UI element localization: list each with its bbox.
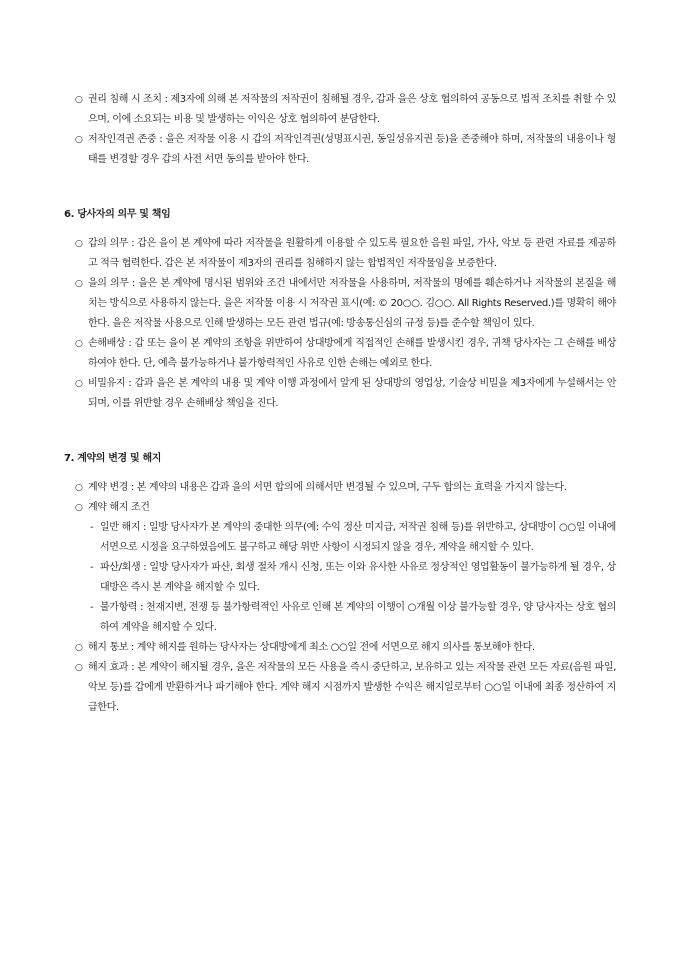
section-7-item-termination-conditions (64, 498, 616, 518)
termination-sub-text: 파산/회생 : 일방 당사자가 파산, 회생 절차 개시 신청, 또는 이와 유사한 사유로 정상적인 영업활동이 불가능하게 될 경우, 상대방은 즉시 본 계약을 해지할 수 있다. (100, 562, 616, 593)
bullet-marker: ○ (75, 483, 83, 493)
section-6-item-text: 갑의 의무 : 갑은 을이 본 계약에 따라 저작물을 원활하게 이용할 수 있도록 필요한 음원 파일, 가사, 악보 등 관련 자료를 제공하고 적극 협력한다. 갑은 본 저작물이 제3자의 권리를 침해하지 않는 합법적인 저작물임을 보증한다. (88, 238, 616, 269)
section-6-item-confidentiality (64, 374, 616, 414)
section-7-item-text: 해지 효과 : 본 계약이 해지될 경우, 을은 저작물의 모든 사용을 즉시 중단하고, 보유하고 있는 저작물 관련 모든 자료(음원 파일, 악보 등)를 갑에게 반환하거나 파기해야 한다. 계약 해지 시점까지 발생한 수익은 해지일로부터 ○○일 이내에 최종 정산하여 지급한다. (88, 662, 616, 713)
section-7-item-notice (64, 638, 616, 658)
termination-sub-text: 불가항력 : 천재지변, 전쟁 등 불가항력적인 사유로 인해 본 계약의 이행이 ○개월 이상 불가능할 경우, 양 당사자는 상호 협의하여 계약을 해지할 수 있다. (100, 602, 616, 633)
termination-sub-force-majeure (64, 598, 616, 638)
section-6-item-gap-duty (64, 234, 616, 274)
intro-item-moral-rights (64, 130, 616, 170)
bullet-marker: ○ (75, 503, 83, 513)
section-6-item-text: 비밀유지 : 갑과 을은 본 계약의 내용 및 계약 이행 과정에서 알게 된 상대방의 영업상, 기술상 비밀을 제3자에게 누설해서는 안 되며, 이를 위반할 경우 손해배상 책임을 진다. (88, 378, 616, 409)
dash-marker: - (90, 562, 94, 573)
termination-sub-text: 일반 해지 : 일방 당사자가 본 계약의 중대한 의무(예: 수익 정산 미지급, 저작권 침해 등)를 위반하고, 상대방이 ○○일 이내에 서면으로 시정을 요구하였음에도 불구하고 해당 위반 사항이 시정되지 않을 경우, 계약을 해지할 수 있다. (100, 522, 616, 553)
section-7-item-change (64, 478, 616, 498)
intro-item-text: 권리 침해 시 조치 : 제3자에 의해 본 저작물의 저작권이 침해될 경우, 갑과 을은 상호 협의하여 공동으로 법적 조치를 취할 수 있으며, 이에 소요되는 비용 및 발생하는 이익은 상호 협의하여 분담한다. (88, 94, 616, 125)
intro-item-infringement (64, 90, 616, 130)
section-7-item-text: 계약 해지 조건 (88, 502, 150, 513)
bullet-marker: ○ (75, 135, 83, 145)
bullet-marker: ○ (75, 239, 83, 249)
section-6-item-eul-duty (64, 274, 616, 334)
section-6-heading: 6. 당사자의 의무 및 책임 (64, 209, 171, 220)
intro-item-text: 저작인격권 존중 : 을은 저작물 이용 시 갑의 저작인격권(성명표시권, 동일성유지권 등)을 존중해야 하며, 저작물의 내용이나 형태를 변경할 경우 갑의 사전 서면 동의를 받아야 한다. (88, 134, 616, 165)
bullet-marker: ○ (75, 379, 83, 389)
section-7-item-text: 해지 통보 : 계약 해지를 원하는 당사자는 상대방에게 최소 ○○일 전에 서면으로 해지 의사를 통보해야 한다. (88, 642, 535, 653)
section-7-item-effect (64, 658, 616, 718)
dash-marker: - (90, 602, 94, 613)
section-6-item-text: 을의 의무 : 을은 본 계약에 명시된 범위와 조건 내에서만 저작물을 사용하며, 저작물의 명예를 훼손하거나 저작물의 본질을 해치는 방식으로 사용하지 않는다. 을은 저작물 이용 시 저작권 표시(예: © 20○○. 김○○. All Rights Reserved.)를 명확히 해야 한다. 을은 저작물 사용으로 인해 발생하는 모든 관련 법규(예: 방송통신심의 규정 등)를 준수할 책임이 있다. (88, 278, 616, 329)
termination-sub-bankruptcy (64, 558, 616, 598)
section-7-heading: 7. 계약의 변경 및 해지 (64, 453, 162, 464)
section-6-item-damages (64, 334, 616, 374)
bullet-marker: ○ (75, 339, 83, 349)
bullet-marker: ○ (75, 279, 83, 289)
bullet-marker: ○ (75, 663, 83, 673)
bullet-marker: ○ (75, 95, 83, 105)
section-6-item-text: 손해배상 : 갑 또는 을이 본 계약의 조항을 위반하여 상대방에게 직접적인 손해를 발생시킨 경우, 귀책 당사자는 그 손해를 배상하여야 한다. 단, 예측 불가능하거나 불가항력적인 사유로 인한 손해는 예외로 한다. (88, 338, 616, 369)
section-7-item-text: 계약 변경 : 본 계약의 내용은 갑과 을의 서면 합의에 의해서만 변경될 수 있으며, 구두 합의는 효력을 가지지 않는다. (88, 482, 567, 493)
dash-marker: - (90, 522, 94, 533)
bullet-marker: ○ (75, 643, 83, 653)
termination-sub-general (64, 518, 616, 558)
